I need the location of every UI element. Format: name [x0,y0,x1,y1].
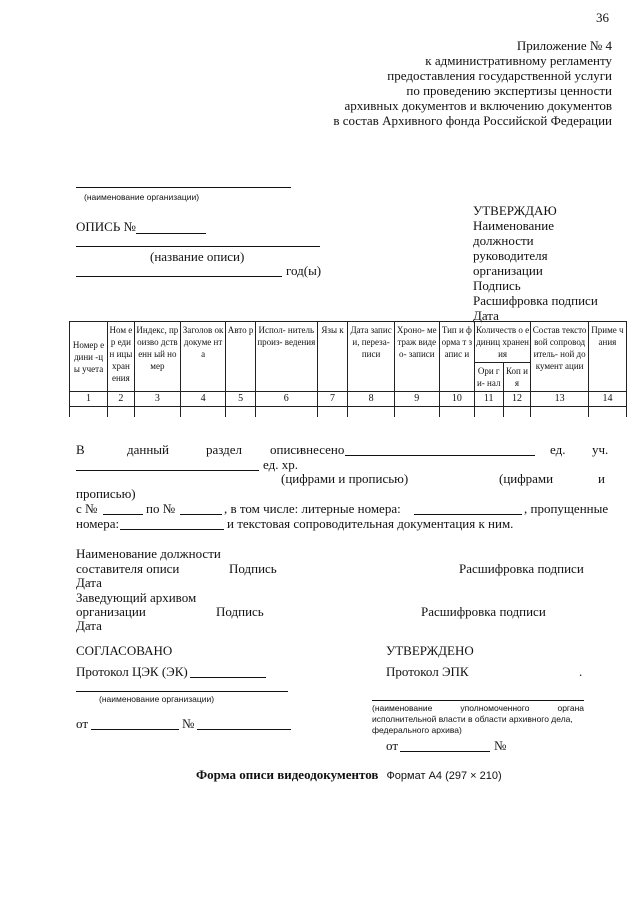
opis-number-line [136,233,206,234]
approve-line: Наименование [473,218,554,233]
column-number: 11 [474,392,503,407]
section-text: , пропущенные [524,501,609,516]
header-cell: Количеств о единиц хранения [474,322,531,363]
header-cell: Приме чания [588,322,626,392]
column-number: 3 [134,392,180,407]
approved-dot: . [579,664,583,679]
header-cell: Ном ер един ицы хран ения [108,322,135,392]
table-empty-row [70,407,627,418]
opis-label: ОПИСЬ № [76,219,136,234]
date-line [91,729,179,730]
section-text: по № [146,501,176,516]
appendix-line: в состав Архивного фонда Российской Федерации [333,113,612,128]
form-footer [196,766,502,784]
archive-head-title: Заведующий архивом [76,590,197,605]
column-number: 8 [348,392,394,407]
archive-head-decoding: Расшифровка подписи [421,604,546,619]
org-name-caption: (наименование организации) [84,192,200,202]
approved-caption: исполнительной власти в области архивного дела, [372,714,573,724]
appendix-line: архивных документов и включению документов [344,98,612,113]
agreed-num: № [182,716,195,731]
page-number: 36 [596,10,609,25]
appendix-line: к административному регламенту [425,53,612,68]
count-line [76,470,259,471]
section-text: внесено [300,442,345,457]
approve-line: Подпись [473,278,521,293]
column-number: 12 [503,392,531,407]
opis-table [69,321,627,417]
column-number: 6 [255,392,317,407]
number-line [197,729,291,730]
approve-line: Расшифровка подписи [473,293,598,308]
approve-line: руководителя [473,248,548,263]
column-number: 1 [70,392,108,407]
header-cell: Заголов ок докуме нта [180,322,225,392]
header-cell: Дата записи, переза- писи [348,322,394,392]
section-text: с № [76,501,98,516]
section-text: (цифрами [499,471,554,486]
header-cell: Испол- нитель произ- ведения [255,322,317,392]
column-number: 4 [180,392,225,407]
compiler-signature: Подпись [229,561,277,576]
section-text: раздел [206,442,243,457]
approve-line: должности [473,233,534,248]
agreed-title: СОГЛАСОВАНО [76,643,173,658]
section-text: описи [270,442,304,457]
archive-head-date: Дата [76,618,102,633]
column-number: 2 [108,392,135,407]
header-cell: Хроно- метраж видео- записи [394,322,439,392]
form-format: Формат А4 (297 × 210) [386,770,502,782]
appendix-line: предоставления государственной услуги [387,68,612,83]
header-cell: Состав текстовой сопровод итель- ной документ ации [531,322,589,392]
opis-year-label: год(ы) [286,263,322,278]
approved-num: № [494,738,507,753]
section-text: и [598,471,605,486]
form-title: Форма описи видеодокументов [196,767,379,782]
agreed-protocol: Протокол ЦЭК (ЭК) [76,664,188,679]
header-cell: Авто р [226,322,256,392]
section-text: В [76,442,85,457]
column-number: 14 [588,392,626,407]
subheader-cell: Коп ия [503,363,531,392]
opis-year-line [76,276,282,277]
agreed-org-caption: (наименование организации) [99,694,215,704]
number-line [120,529,224,530]
approved-caption: федерального архива) [372,725,462,735]
compiler-date: Дата [76,575,102,590]
approved-from: от [386,738,399,753]
section-text: (цифрами и прописью) [281,471,409,486]
protocol-line [190,677,266,678]
section-text: и текстовая сопроводительная документация к ним. [227,516,514,531]
section-text: данный [127,442,169,457]
agreed-org-line [76,691,288,692]
compiler-decoding: Расшифровка подписи [459,561,584,576]
archive-head-signature: Подпись [216,604,264,619]
approved-org-line [372,700,584,701]
appendix-line: Приложение № 4 [516,38,612,53]
count-line [345,455,535,456]
table-number-row [70,392,627,407]
opis-name-caption: (название описи) [150,249,245,264]
header-cell: Язы к [317,322,348,392]
number-line [414,514,522,515]
opis-name-line [76,246,320,247]
column-number: 5 [226,392,256,407]
compiler-title: составителя описи [76,561,180,576]
approved-protocol: Протокол ЭПК [386,664,469,679]
column-number: 9 [394,392,439,407]
table-header-row [70,322,627,363]
appendix-line: по проведению экспертизы ценности [406,83,612,98]
section-text: номера: [76,516,120,531]
approve-line: Дата [473,308,499,323]
approved-caption: (наименование уполномоченного органа [372,703,584,713]
approve-line: организации [473,263,543,278]
column-number: 13 [531,392,589,407]
header-cell: Номер едини -цы учета [70,322,108,392]
section-text: уч. [592,442,609,457]
section-text: ед. [550,442,566,457]
section-text: , в том числе: литерные номера: [224,501,401,516]
approved-title: УТВЕРЖДЕНО [386,643,474,658]
header-cell: Индекс, произво дственн ый номер [134,322,180,392]
subheader-cell: Ори ги- нал [474,363,503,392]
section-text: прописью) [76,486,136,501]
number-line [103,514,143,515]
compiler-title: Наименование должности [76,546,221,561]
date-line [400,751,490,752]
approve-title: УТВЕРЖДАЮ [473,203,557,218]
column-number: 10 [439,392,474,407]
org-name-line [76,187,291,188]
section-text: ед. хр. [263,457,298,472]
column-number: 7 [317,392,348,407]
archive-head-title: организации [76,604,146,619]
number-line [180,514,222,515]
header-cell: Тип и форма т запис и [439,322,474,392]
agreed-from: от [76,716,89,731]
